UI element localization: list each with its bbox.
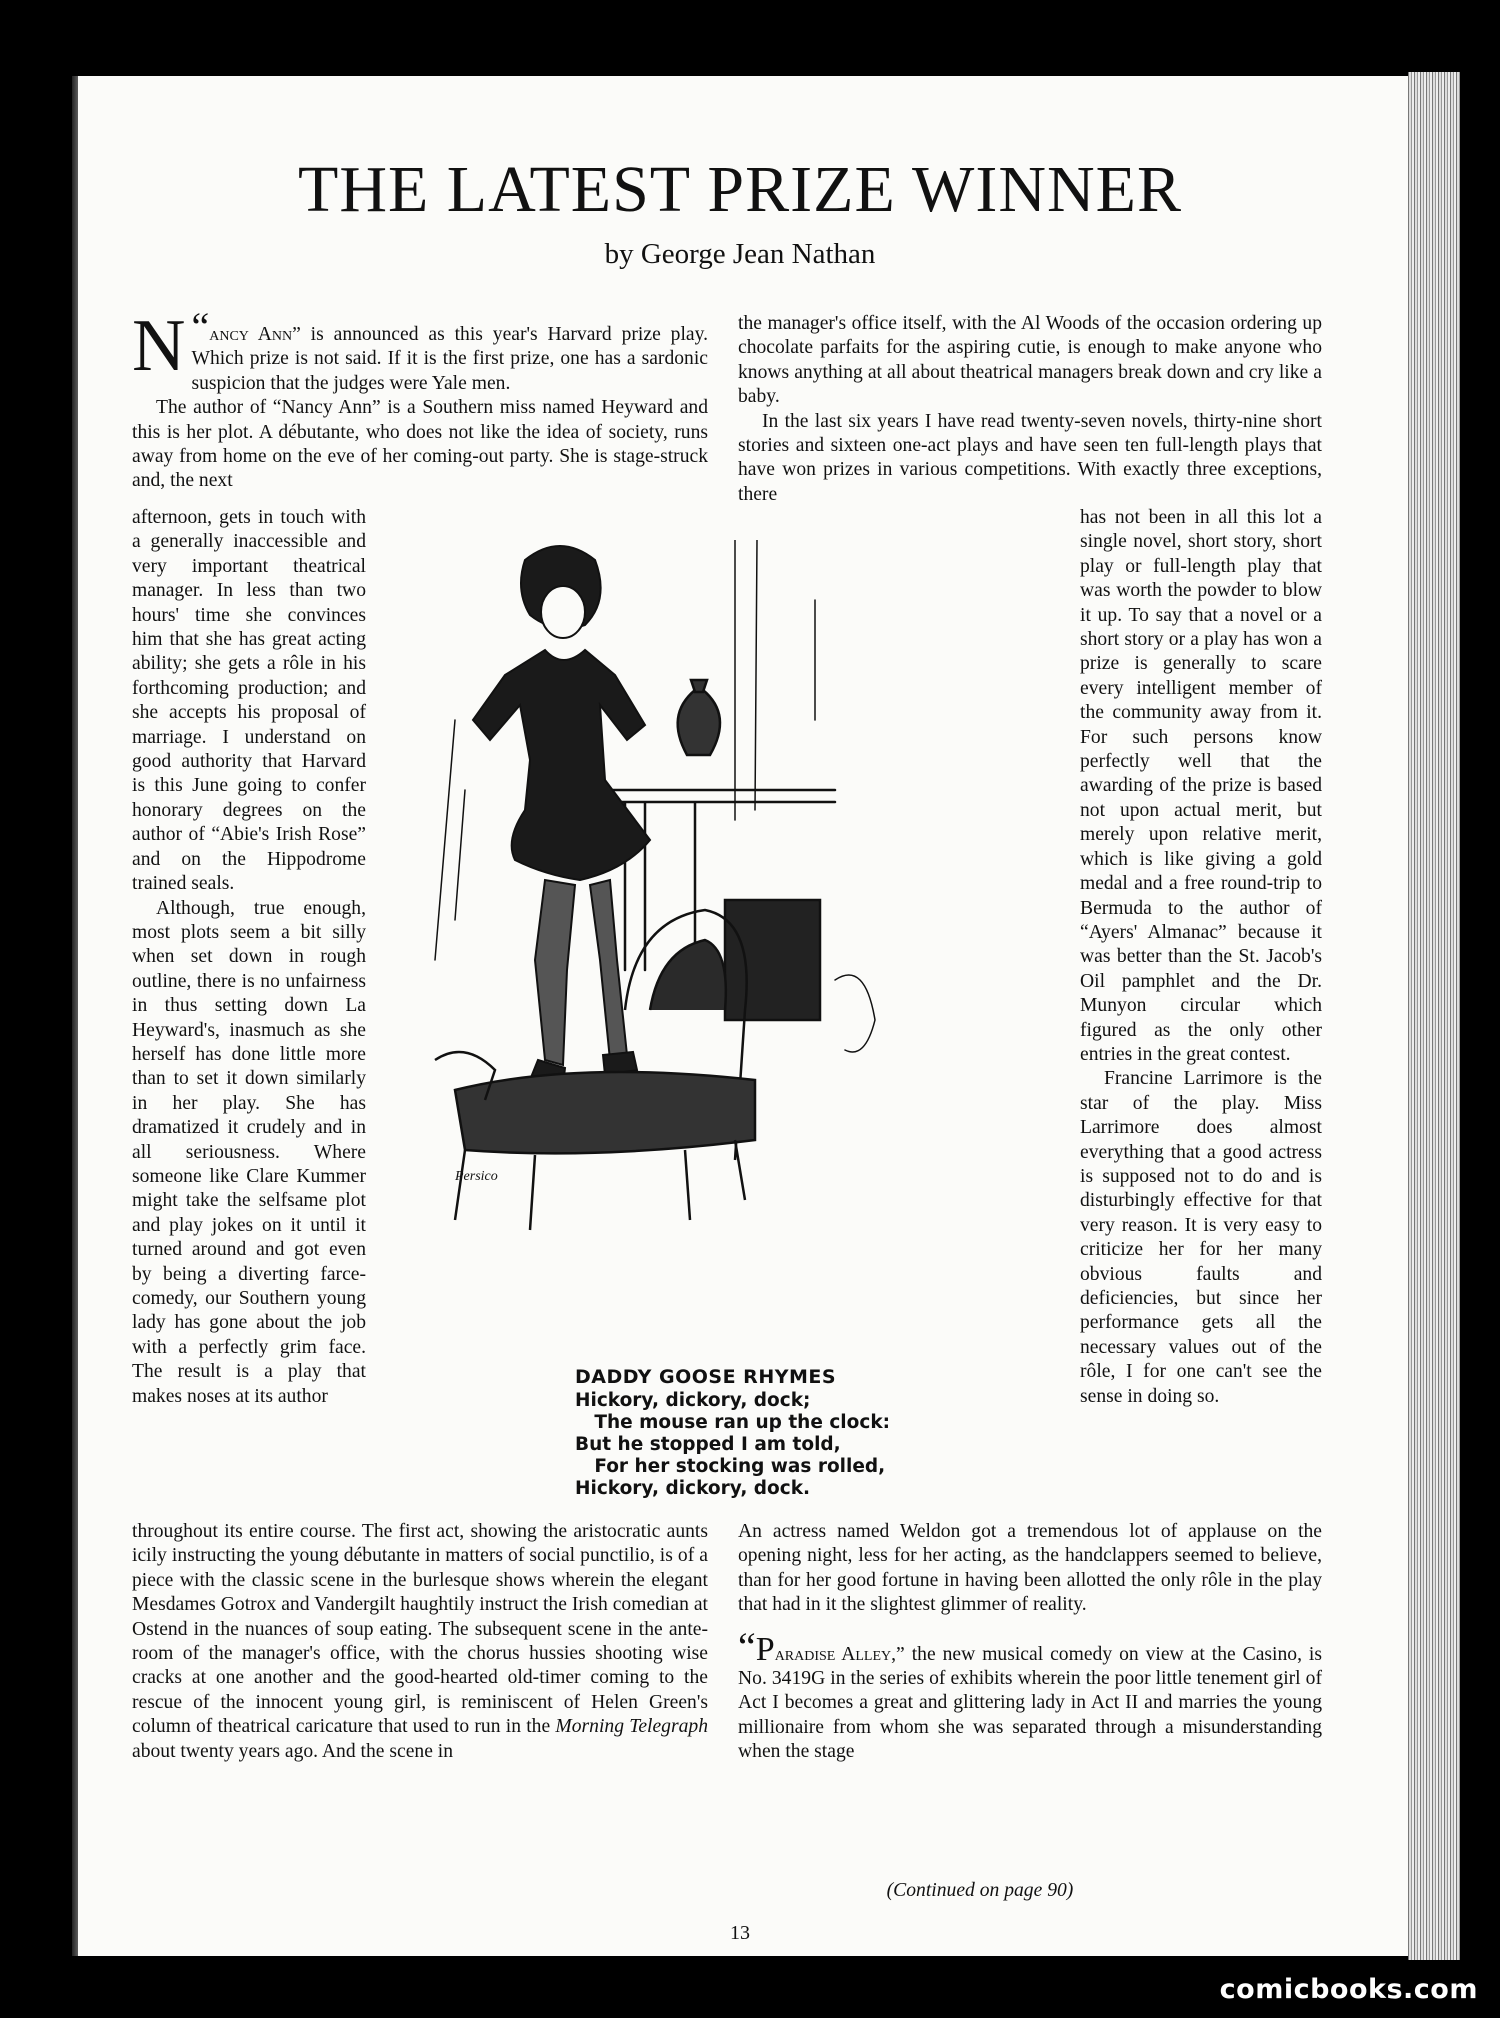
poem-line: For her stocking was rolled, [575, 1456, 886, 1477]
paragraph-text: ,” the new musical comedy on view at the Casino, is No. 3419G in the series of exhibits wherein the poor little tenement girl of Act I becomes a great and glittering lady in Act II and marries the young millionaire from whom she was separated through a misunderstanding when the stage [738, 1643, 1322, 1763]
paragraph-text: about twenty years ago. And the scene in [132, 1740, 454, 1762]
byline: by George Jean Nathan [604, 238, 876, 270]
paragraph: Although, true enough, most plots seem a bit silly when set down in rough outline, there is no unfairness in thus setting down La Heyward's, inasmuch as she herself has done little more than to set it down similarly in her play. She has dramatized it crudely and in all seriousness. Where someone like Clare Kummer might take the selfsame plot and play jokes on it until it turned around and got even by being a diverting farce-comedy, our Southern young lady has gone about the job with a perfectly grim face. The result is a play that makes noses at its author [132, 897, 366, 1407]
artist-signature: Persico [455, 1169, 498, 1184]
column-2-top [738, 312, 1322, 507]
small-caps-lead: ancy Ann [209, 324, 293, 345]
paragraph: In the last six years I have read twenty-seven novels, thirty-nine short stories and sixteen one-act plays and have seen ten full-length plays that have won prizes in various competitions. With exactly three exceptions, there [738, 410, 1322, 505]
paragraph-text: throughout its entire course. The first act, showing the aristocratic aunts icily instructing the young débutante in matters of social punctilio, is of a piece with the classic scene in the burlesque shows wherein the elegant Mesdames Gotrox and Vandergilt haughtily instruct the Irish comedian at Ostend in the nuances of soup eating. The subsequent scene in the ante-room of the manager's office, with the chorus hussies shooting wise cracks at one another and the good-hearted old-timer coming to the rescue of the innocent young girl, is reminiscent of Helen Green's column of theatrical caricature that used to run in the [132, 1521, 708, 1738]
drop-quote: “ [738, 1623, 756, 1669]
page-stack-edge [1408, 72, 1460, 1960]
column-2-bottom [738, 1520, 1322, 1765]
column-1-bottom [132, 1520, 708, 1764]
article-title: THE LATEST PRIZE WINNER [298, 153, 1182, 226]
paragraph: An actress named Weldon got a tremendous lot of applause on the opening night, less for her acting, as the handclappers seemed to believe, than for her good fortune in having been allotted the only rôle in the play that had in it the slightest glimmer of reality. [738, 1521, 1322, 1616]
poem-line: The mouse ran up the clock: [575, 1412, 891, 1433]
paragraph: The author of “Nancy Ann” is a Southern miss named Heyward and this is her plot. A débutante, who does not like the idea of society, runs away from home on the eve of her coming-out party. She is stage-struck and, the next [132, 397, 708, 492]
continued-note: (Continued on page 90) [886, 1880, 1074, 1901]
paragraph: the manager's office itself, with the Al Woods of the occasion ordering up chocolate parfaits for the aspiring cutie, is enough to make anyone who knows anything at all about theatrical managers break down and cry like a baby. [738, 313, 1322, 408]
paragraph: Francine Larrimore is the star of the play. Miss Larrimore does almost everything that a good actress is supposed not to do and is disturbingly effective for that very reason. It is very easy to criticize her for her many obvious faults and deficiencies, but since her performance gets all the necessary values out of the rôle, I for one can't see the sense in doing so. [1080, 1068, 1322, 1407]
woman-on-chair-illustration [395, 540, 915, 1260]
small-caps-lead: aradise Alley [774, 1643, 892, 1665]
paragraph [132, 304, 709, 396]
illustration-caption [575, 1366, 915, 1500]
poem-line: Hickory, dickory, dock; [575, 1390, 811, 1411]
paragraph-text: ” is announced as this year's Harvard prize play. Which prize is not said. If it is the first prize, one has a sardonic suspicion that the judges were Yale men. [191, 324, 709, 394]
caption-title: DADDY GOOSE RHYMES [575, 1366, 837, 1388]
paragraph: has not been in all this lot a single novel, short story, short play or full-length play that was worth the powder to blow it up. To say that a novel or a short story or a play has won a prize is generally to scare every intelligent member of the community away from it. For such persons know perfectly well that the awarding of the prize is based not upon actual merit, but merely upon relative merit, which is like giving a gold medal and a free round-trip to Bermuda to the author of “Ayers' Almanac” because it was better than the St. Jacob's Oil pamphlet and the Dr. Munyon circular which figured as the only other entries in the great contest. [1080, 507, 1322, 1065]
drop-cap: N [132, 305, 186, 387]
italic-title: Morning Telegraph [555, 1716, 708, 1738]
watermark: comicbooks.com [1219, 1974, 1478, 2005]
column-1-narrow [132, 506, 366, 1409]
column-1-top [132, 304, 709, 494]
paragraph [132, 1520, 708, 1764]
poem-line: Hickory, dickory, dock. [575, 1478, 811, 1499]
paragraph [738, 1623, 1322, 1765]
drop-cap: P [755, 1630, 775, 1668]
drop-quote: “ [191, 304, 210, 349]
poem-line: But he stopped I am told, [575, 1434, 841, 1455]
page-number: 13 [730, 1922, 750, 1944]
paragraph: afternoon, gets in touch with a generally inaccessible and very important theatrical manager. In less than two hours' time she convinces him that she has great acting ability; she gets a rôle in his forthcoming production; and she accepts his proposal of marriage. I understand on good authority that Harvard is this June going to confer honorary degrees on the author of “Abie's Irish Rose” and on the Hippodrome trained seals. [132, 507, 366, 895]
column-2-narrow [1080, 506, 1322, 1409]
